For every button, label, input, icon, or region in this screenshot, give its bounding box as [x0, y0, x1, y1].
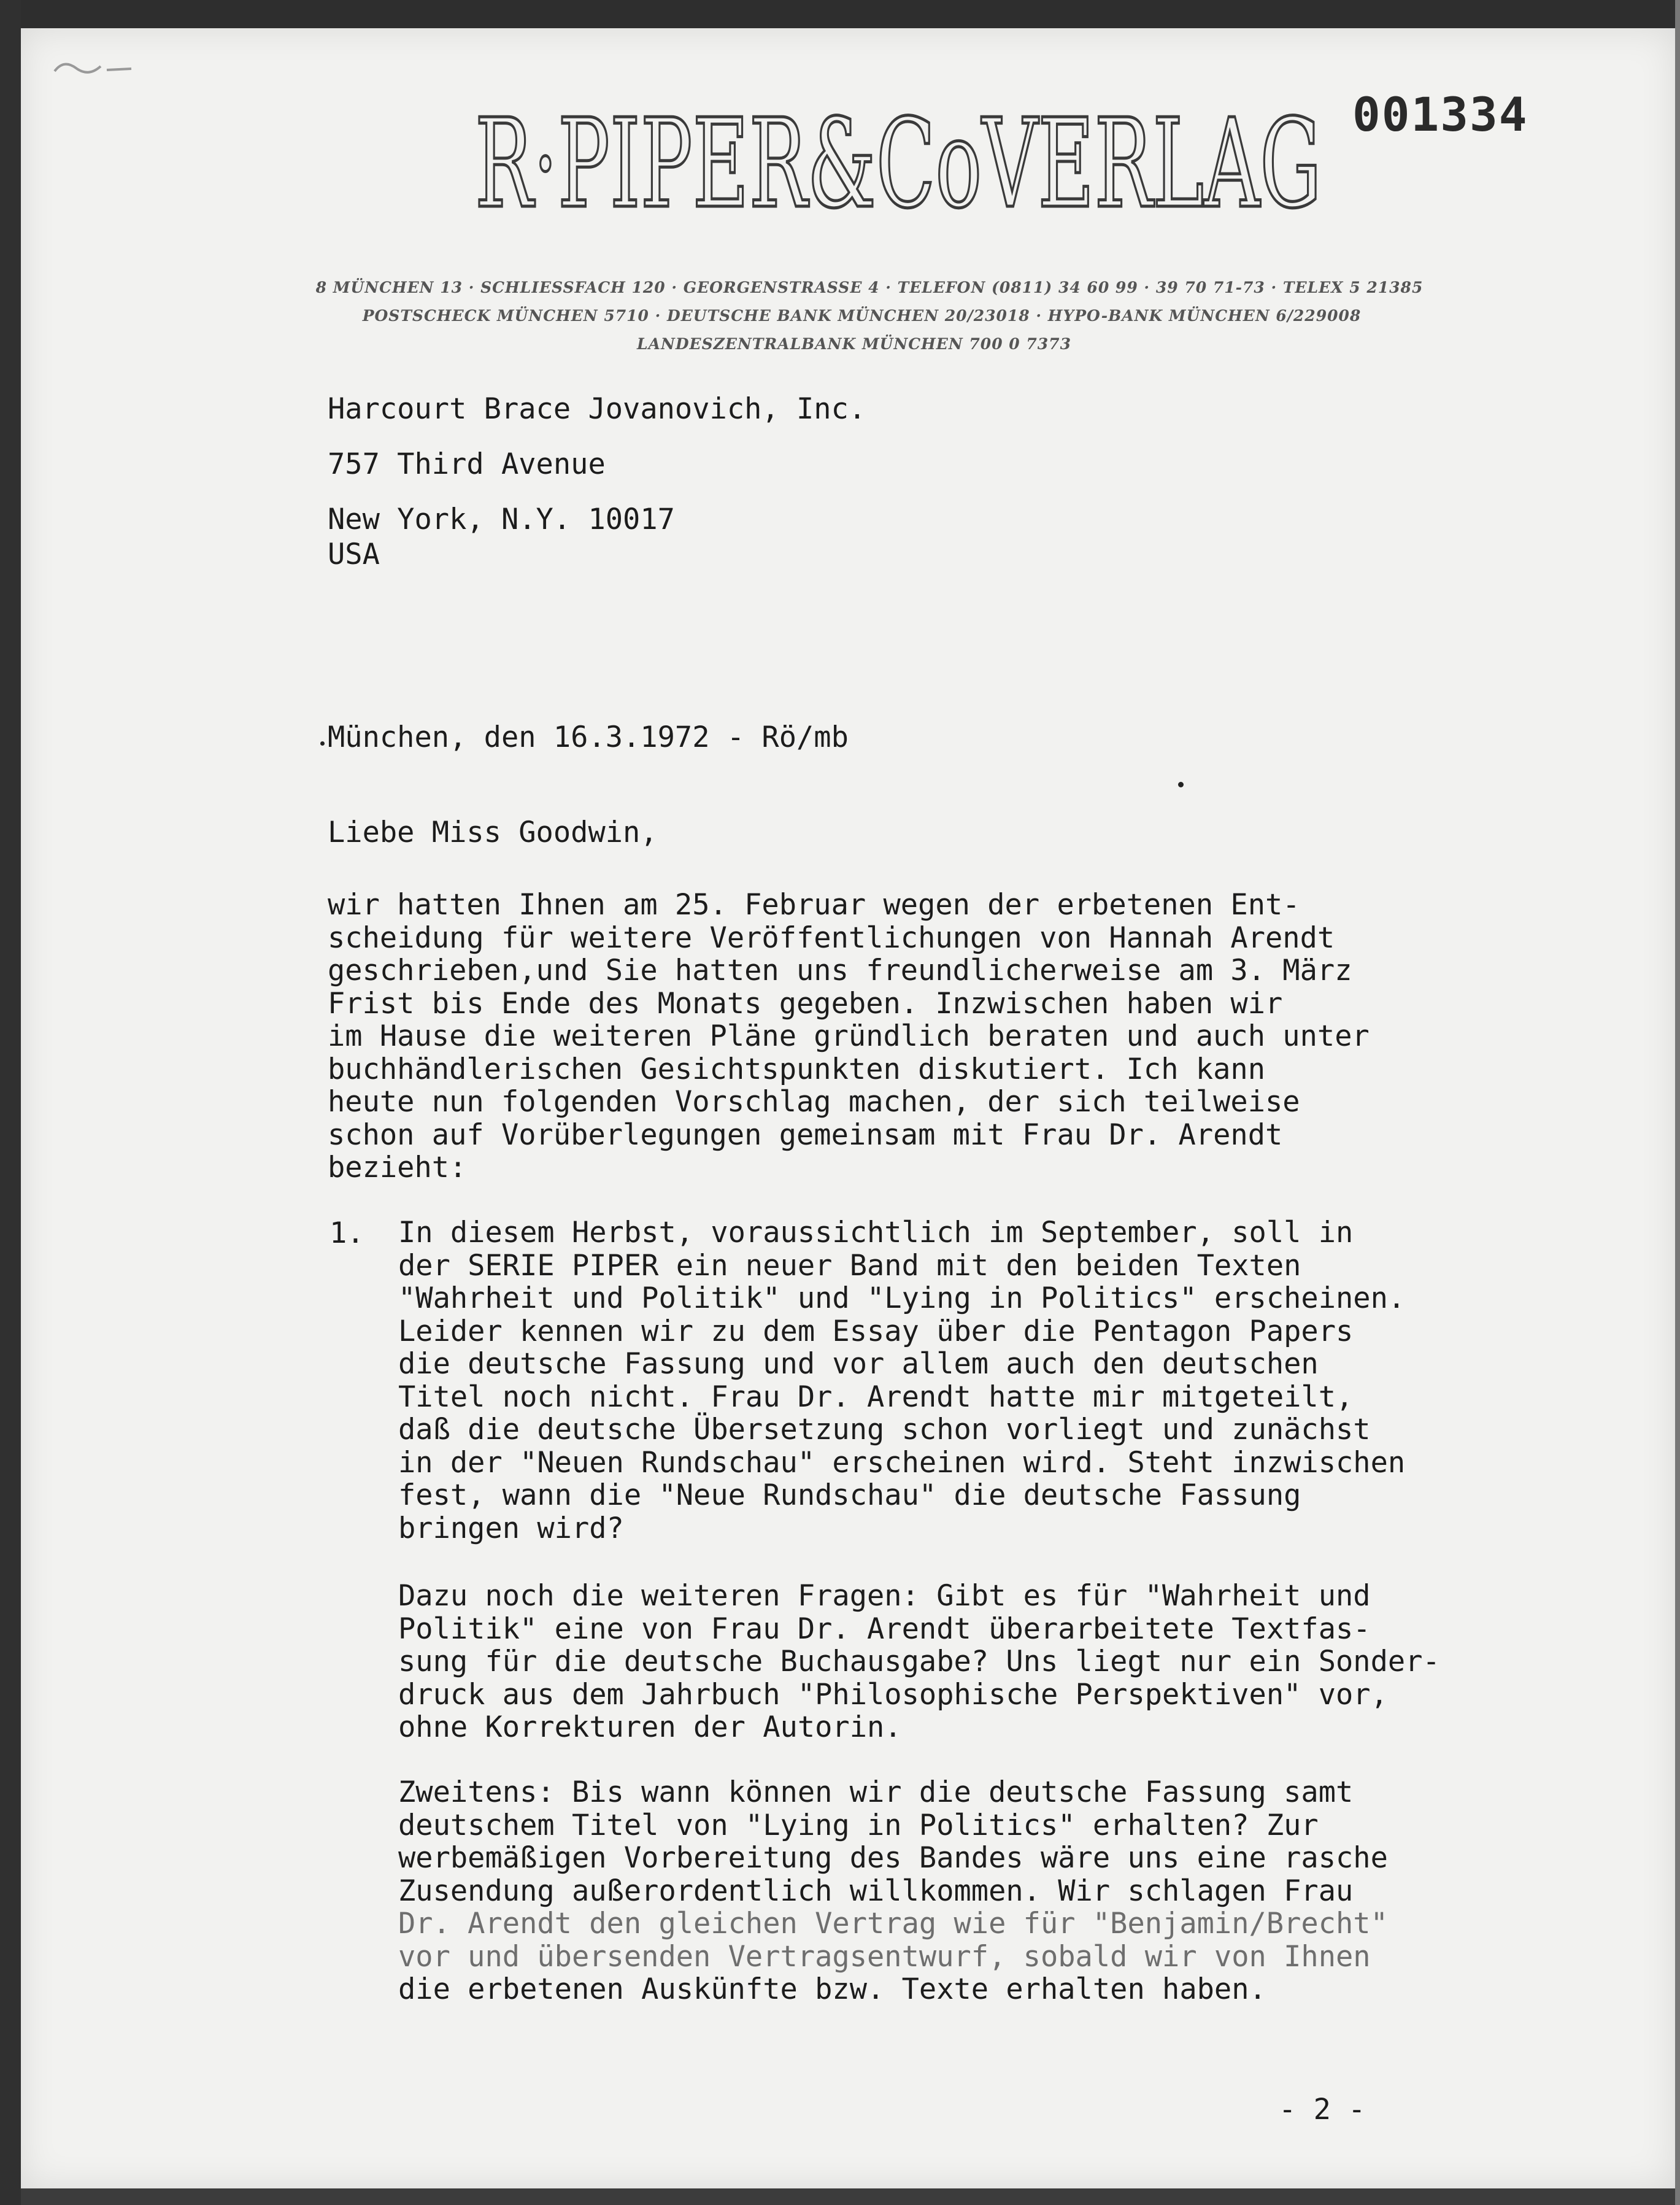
svg-text:R·PIPER&CoVERLAG: R·PIPER&CoVERLAG	[475, 93, 1322, 231]
paragraph-line: wir hatten Ihnen am 25. Februar wegen der erbetenen Ent-	[328, 888, 1300, 922]
letterhead-address-line: 8 MÜNCHEN 13 · SCHLIESSFACH 120 · GEORGENSTRASSE 4 · TELEFON (0811) 34 60 99 · 39 70 71-73 · TELEX 5 21385	[315, 279, 1424, 296]
paragraph-line: scheidung für weitere Veröffentlichungen von Hannah Arendt	[328, 921, 1335, 955]
page-number: - 2 -	[1279, 2093, 1366, 2126]
salutation: Liebe Miss Goodwin,	[328, 816, 658, 849]
recipient-company: Harcourt Brace Jovanovich, Inc.	[328, 392, 866, 426]
letter-page	[21, 28, 1675, 2188]
paragraph-line: der SERIE PIPER ein neuer Band mit den beiden Texten	[398, 1248, 1301, 1283]
questions-paragraph	[398, 1580, 1440, 1744]
paragraph-line: Leider kennen wir zu dem Essay über die Pentagon Papers	[398, 1314, 1354, 1348]
archive-number: 001334	[1352, 87, 1528, 142]
paragraph-line: Frist bis Ende des Monats gegeben. Inzwischen haben wir	[328, 986, 1283, 1021]
paragraph-line: schon auf Vorüberlegungen gemeinsam mit Frau Dr. Arendt	[328, 1118, 1283, 1152]
second-question-paragraph	[398, 1776, 1388, 2006]
paragraph-line: geschrieben,und Sie hatten uns freundlicherweise am 3. März	[328, 954, 1352, 987]
paragraph-line: buchhändlerischen Gesichtspunkten diskutiert. Ich kann	[328, 1052, 1266, 1086]
paragraph-line: Dazu noch die weiteren Fragen: Gibt es für "Wahrheit und	[398, 1579, 1371, 1613]
paragraph-line: fest, wann die "Neue Rundschau" die deutsche Fassung	[398, 1478, 1301, 1512]
recipient-street: 757 Third Avenue	[328, 447, 606, 481]
corner-mark	[52, 53, 137, 83]
paragraph-line: In diesem Herbst, voraussichtlich im September, soll in	[398, 1216, 1354, 1249]
recipient-country: USA	[328, 538, 380, 571]
scan-border-left	[0, 0, 21, 2205]
paragraph-line: im Hause die weiteren Pläne gründlich beraten und auch unter	[328, 1019, 1370, 1053]
paragraph-line: die deutsche Fassung und vor allem auch den deutschen	[398, 1347, 1319, 1381]
paragraph-line: Titel noch nicht. Frau Dr. Arendt hatte mir mitgeteilt,	[398, 1380, 1354, 1414]
paragraph-line: bezieht:	[328, 1151, 467, 1184]
paragraph-line: vor und übersenden Vertragsentwurf, sobald wir von Ihnen	[398, 1939, 1371, 1974]
ink-dot	[320, 741, 325, 746]
publisher-logo	[475, 77, 1328, 231]
recipient-city: New York, N.Y. 10017	[328, 503, 675, 536]
paragraph-line: Zweitens: Bis wann können wir die deutsche Fassung samt	[398, 1775, 1354, 1809]
paragraph-line: Zusendung außerordentlich willkommen. Wir schlagen Frau	[398, 1874, 1354, 1908]
letterhead-contact	[21, 274, 1675, 358]
paragraph-line: "Wahrheit und Politik" und "Lying in Politics" erscheinen.	[398, 1281, 1406, 1315]
ink-speck	[1178, 782, 1184, 787]
item-number: 1.	[329, 1216, 364, 1250]
paragraph-line: daß die deutsche Übersetzung schon vorliegt und zunächst	[398, 1413, 1371, 1446]
letterhead-bank-line: POSTSCHECK MÜNCHEN 5710 · DEUTSCHE BANK MÜNCHEN 20/23018 · HYPO-BANK MÜNCHEN 6/229008	[362, 307, 1362, 325]
recipient-address	[328, 390, 866, 571]
paragraph-line: ohne Korrekturen der Autorin.	[398, 1710, 902, 1744]
paragraph-line: bringen wird?	[398, 1511, 624, 1545]
paragraph-line: deutschem Titel von "Lying in Politics" erhalten? Zur	[398, 1808, 1319, 1842]
paragraph-line: die erbetenen Auskünfte bzw. Texte erhalten haben.	[398, 1972, 1266, 2006]
intro-paragraph	[328, 889, 1370, 1184]
item-1-paragraph	[398, 1216, 1405, 1545]
paragraph-line: werbemäßigen Vorbereitung des Bandes wäre uns eine rasche	[398, 1841, 1388, 1875]
paragraph-line: heute nun folgenden Vorschlag machen, der sich teilweise	[328, 1085, 1300, 1119]
paragraph-line: druck aus dem Jahrbuch "Philosophische Perspektiven" vor,	[398, 1677, 1388, 1712]
scan-border-top	[0, 0, 1680, 28]
dateline: München, den 16.3.1972 - Rö/mb	[328, 720, 849, 754]
letterhead-central-bank-line: LANDESZENTRALBANK MÜNCHEN 700 0 7373	[637, 335, 1071, 353]
paragraph-line: Politik" eine von Frau Dr. Arendt überarbeitete Textfas-	[398, 1612, 1371, 1646]
scan-border-right	[1675, 0, 1680, 2205]
paragraph-line: in der "Neuen Rundschau" erscheinen wird. Steht inzwischen	[398, 1445, 1406, 1480]
paragraph-line: sung für die deutsche Buchausgabe? Uns liegt nur ein Sonder-	[398, 1645, 1440, 1678]
paragraph-line: Dr. Arendt den gleichen Vertrag wie für "Benjamin/Brecht"	[398, 1907, 1388, 1940]
